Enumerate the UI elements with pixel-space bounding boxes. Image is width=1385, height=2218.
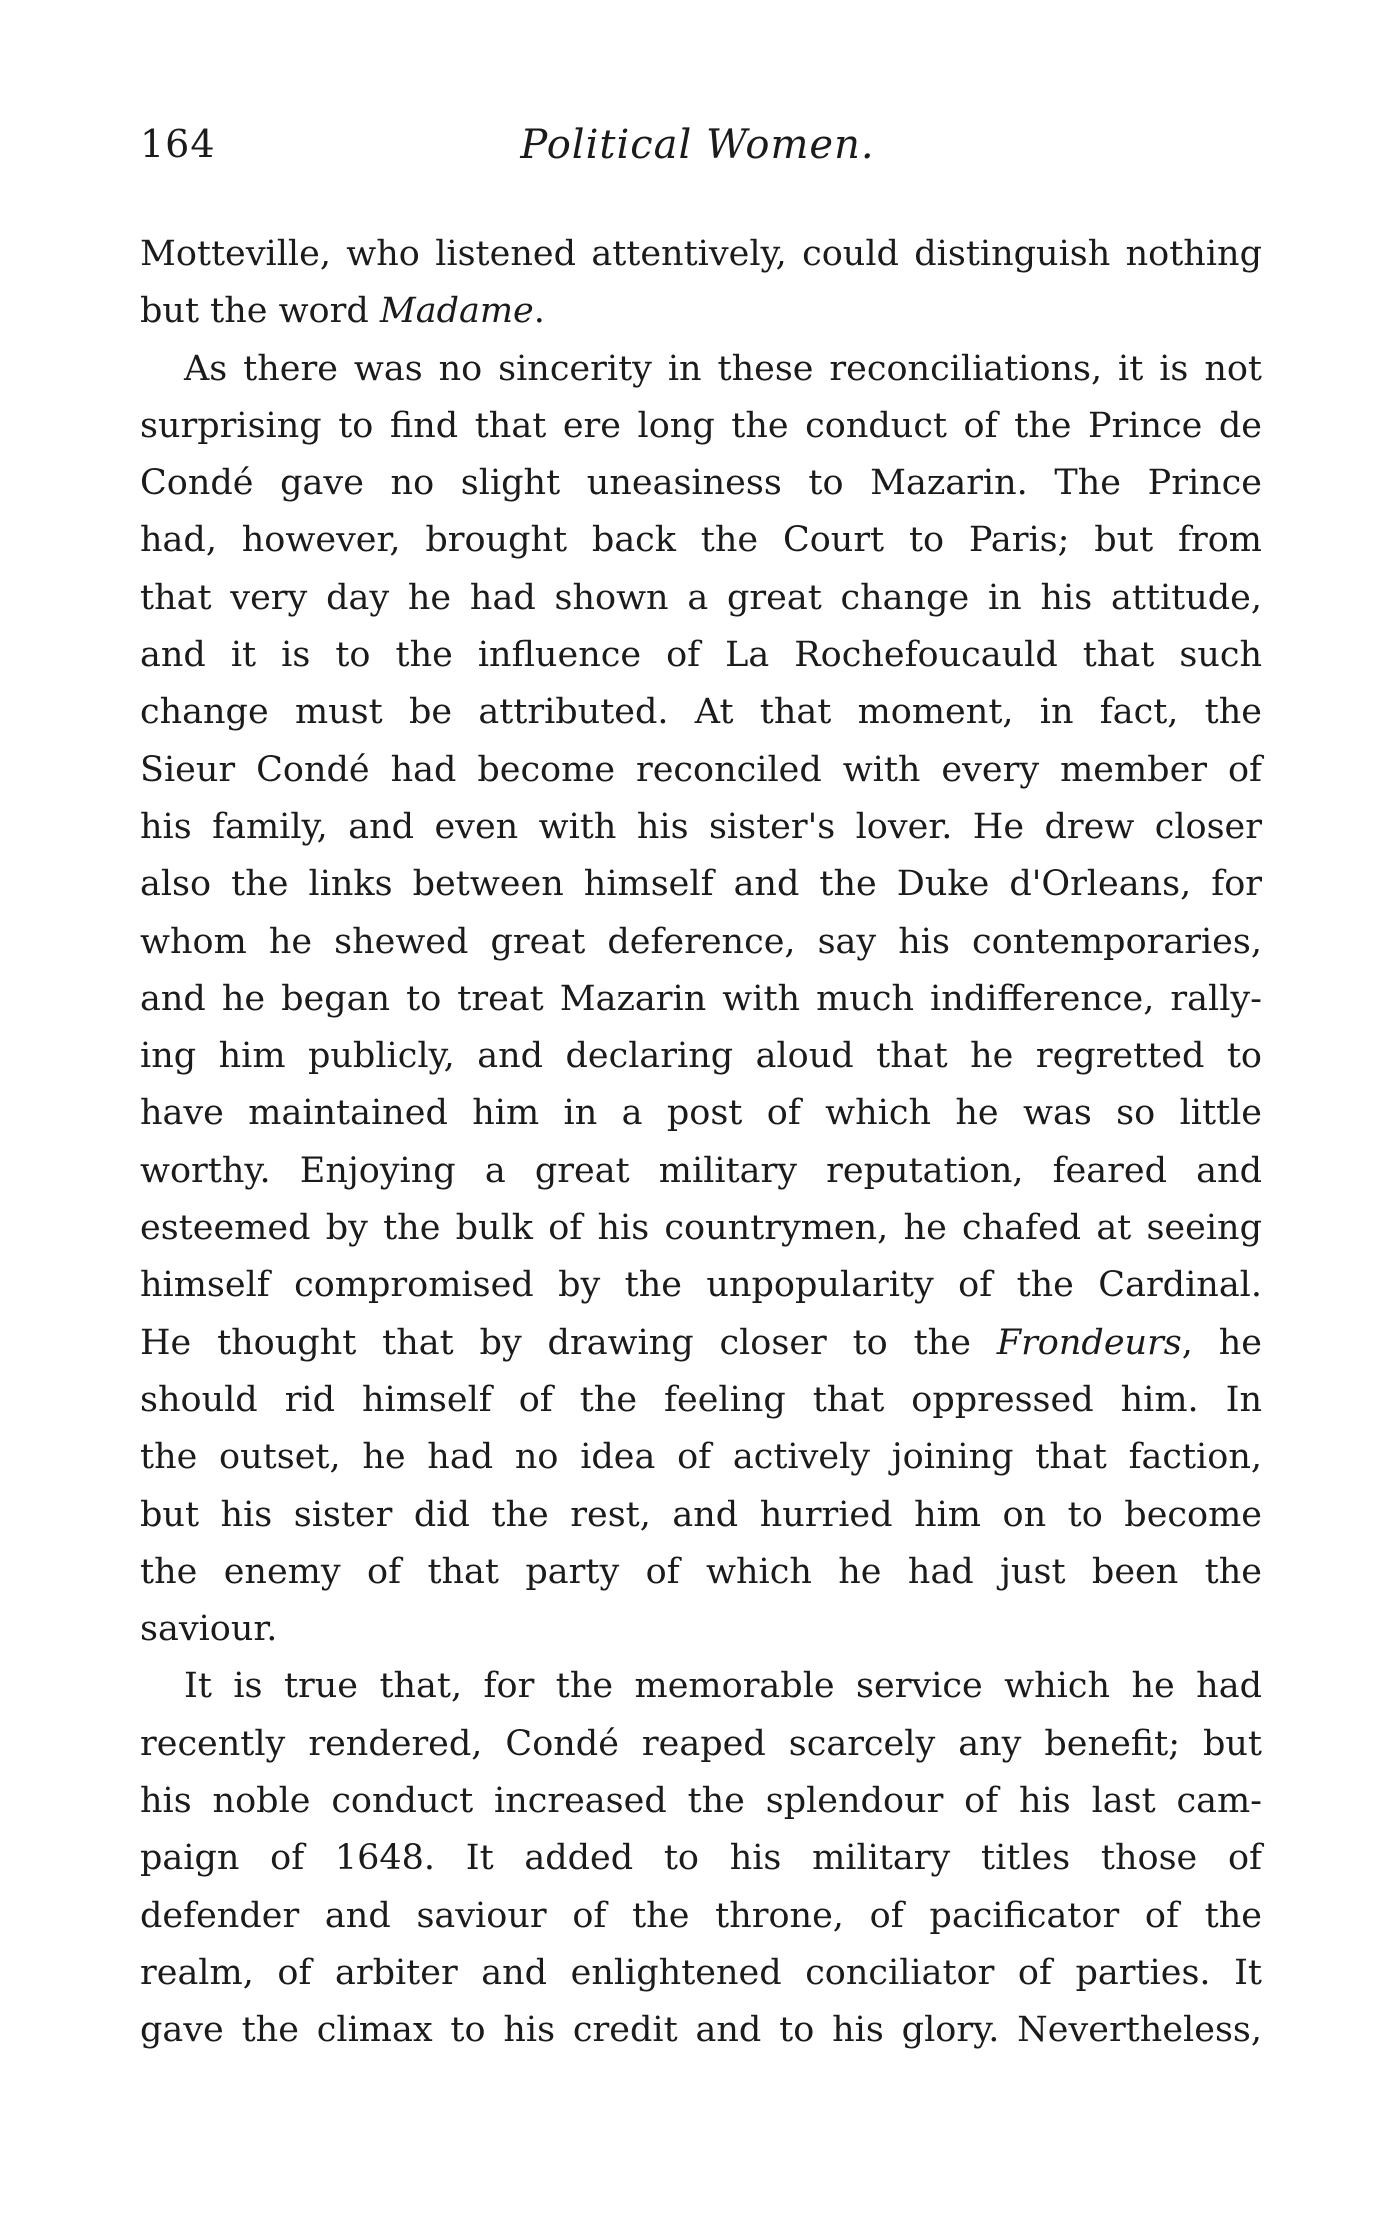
page-number: 164 [140,122,216,166]
text-line: saviour. [140,1609,278,1650]
paragraph-3 [140,1658,1262,2059]
text-line: ing him publicly, and declaring aloud that he regretted to [140,1036,1262,1077]
text-line: have maintained him in a post of which he was so little [140,1093,1262,1134]
text-line: change must be attributed. At that moment, in fact, the [140,692,1262,733]
italic-term: Frondeurs [996,1322,1182,1363]
text-line: should rid himself of the feeling that oppressed him. In [140,1379,1262,1420]
running-head [140,122,1255,182]
text-line: his noble conduct increased the splendour of his last cam- [140,1781,1262,1822]
paragraph-2 [140,341,1262,1659]
text-line: worthy. Enjoying a great military reputation, feared and [140,1150,1262,1191]
running-title: Political Women. [520,122,875,168]
text-line: gave the climax to his credit and to his glory. Nevertheless, [140,2010,1262,2051]
text-line: As there was no sincerity in these reconciliations, it is not [184,348,1262,389]
text-line: himself compromised by the unpopularity of the Cardinal. [140,1265,1262,1306]
text-line: defender and saviour of the throne, of pacificator of the [140,1895,1262,1936]
text-line: had, however, brought back the Court to Paris; but from [140,520,1262,561]
text-line: esteemed by the bulk of his countrymen, he chafed at seeing [140,1208,1262,1249]
paragraph-1 [140,226,1262,341]
text-line: but the word Madame. [140,291,545,332]
body-text [140,226,1262,2060]
text-line: the outset, he had no idea of actively joining that faction, [140,1437,1262,1478]
text-line: also the links between himself and the Duke d'Orleans, for [140,864,1262,905]
text-line: paign of 1648. It added to his military titles those of [140,1838,1262,1879]
text-line: and it is to the influence of La Rochefoucauld that such [140,635,1262,676]
text-line: Motteville, who listened attentively, could distinguish nothing [140,234,1262,274]
italic-term: Madame [379,291,534,332]
text-line: the enemy of that party of which he had just been the [140,1551,1262,1592]
text-line: but his sister did the rest, and hurried him on to become [140,1494,1262,1535]
text-line: recently rendered, Condé reaped scarcely any benefit; but [140,1723,1262,1764]
text-line: his family, and even with his sister's lover. He drew closer [140,806,1262,847]
text-line: Condé gave no slight uneasiness to Mazarin. The Prince [140,463,1262,504]
text-line: He thought that by drawing closer to the Frondeurs, he [140,1322,1262,1363]
text-line: whom he shewed great deference, say his contemporaries, [140,921,1262,962]
text-line: surprising to find that ere long the conduct of the Prince de [140,405,1262,446]
text-line: It is true that, for the memorable service which he had [184,1666,1262,1707]
text-line: realm, of arbiter and enlightened conciliator of parties. It [140,1952,1262,1993]
text-line: and he began to treat Mazarin with much indifference, rally- [140,978,1262,1019]
text-line: Sieur Condé had become reconciled with every member of [140,749,1262,790]
text-line: that very day he had shown a great change in his attitude, [140,577,1262,618]
